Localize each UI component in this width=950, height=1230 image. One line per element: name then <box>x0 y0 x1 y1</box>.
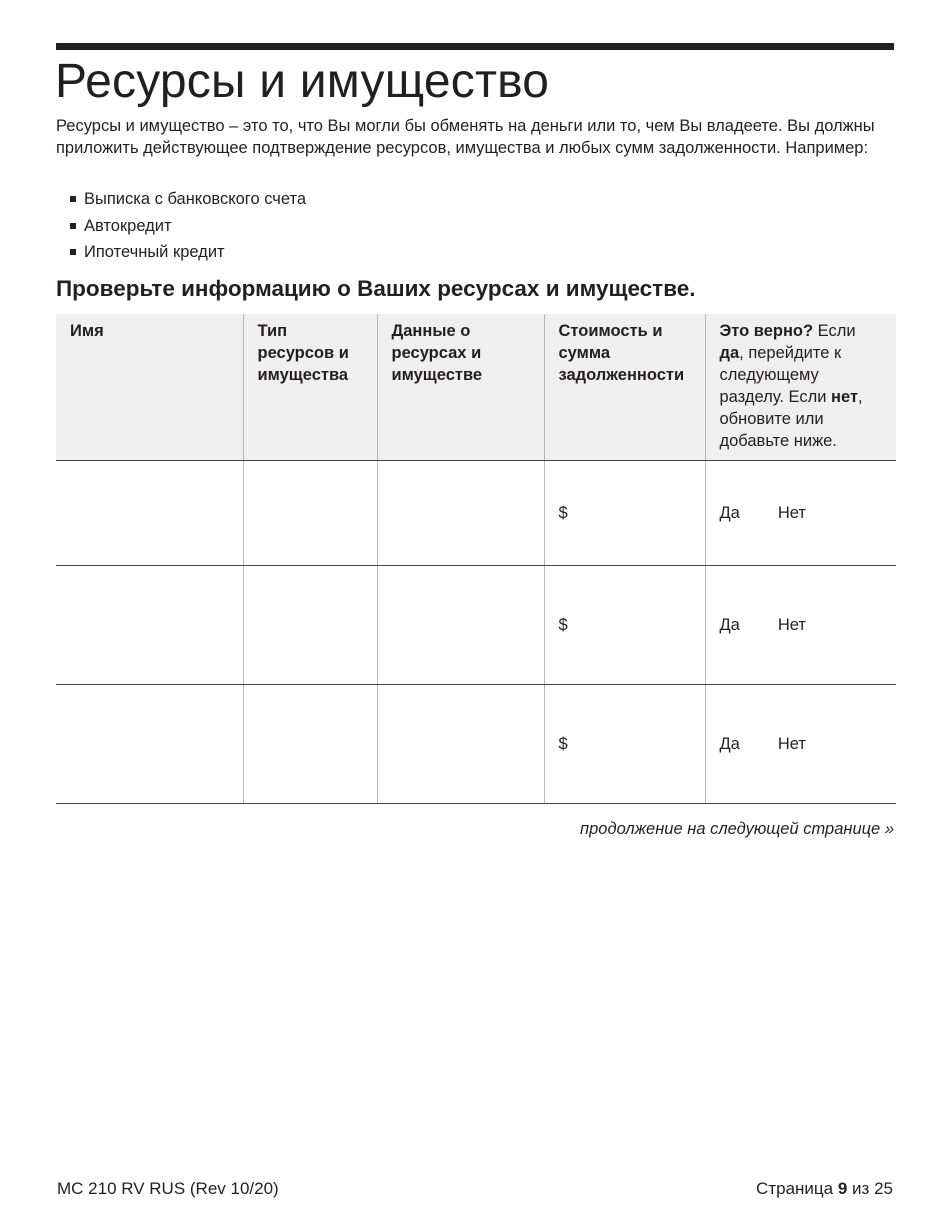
no-option[interactable]: Нет <box>777 734 806 753</box>
no-option[interactable]: Нет <box>777 503 806 522</box>
examples-list <box>70 186 306 266</box>
header-is-correct: Это верно? Если да, перейдите к следующему разделу. Если нет, обновите или добавьте ниже. <box>705 314 896 461</box>
page-counter: Страница 9 из 25 <box>756 1179 893 1198</box>
currency-sign: $ <box>558 503 568 522</box>
name-cell[interactable] <box>56 461 243 566</box>
list-item: Автокредит <box>70 213 306 240</box>
page-title: Ресурсы и имущество <box>55 55 550 108</box>
value-cell[interactable] <box>544 685 705 804</box>
details-cell[interactable] <box>377 461 544 566</box>
yes-no-cell <box>705 566 896 685</box>
table-row <box>56 461 896 566</box>
value-cell[interactable] <box>544 461 705 566</box>
list-item: Ипотечный кредит <box>70 239 306 266</box>
yes-no-cell <box>705 461 896 566</box>
header-is-correct-question: Это верно? <box>719 322 814 340</box>
name-cell[interactable] <box>56 685 243 804</box>
list-item: Выписка с банковского счета <box>70 186 306 213</box>
header-details: Данные о ресурсах и имуществе <box>377 314 544 461</box>
yes-option[interactable]: Да <box>719 615 740 634</box>
header-name: Имя <box>56 314 243 461</box>
header-type: Тип ресурсов и имущества <box>243 314 377 461</box>
top-rule <box>56 43 894 50</box>
type-cell[interactable] <box>243 566 377 685</box>
no-option[interactable]: Нет <box>777 615 806 634</box>
table-header-row <box>56 314 896 461</box>
intro-paragraph: Ресурсы и имущество – это то, что Вы могли бы обменять на деньги или то, чем Вы владеете. Вы должны приложить действующее подтверждение ресурсов, имущества и любых сумм задолженности. Например: <box>56 117 875 157</box>
total-pages: 25 <box>874 1179 893 1198</box>
section-heading: Проверьте информацию о Ваших ресурсах и имуществе. <box>56 276 696 301</box>
details-cell[interactable] <box>377 685 544 804</box>
value-cell[interactable] <box>544 566 705 685</box>
yes-option[interactable]: Да <box>719 503 740 522</box>
table-row <box>56 685 896 804</box>
type-cell[interactable] <box>243 685 377 804</box>
table-row <box>56 566 896 685</box>
name-cell[interactable] <box>56 566 243 685</box>
continue-note: продолжение на следующей странице » <box>580 820 894 838</box>
currency-sign: $ <box>558 615 568 634</box>
details-cell[interactable] <box>377 566 544 685</box>
currency-sign: $ <box>558 734 568 753</box>
form-id: MC 210 RV RUS (Rev 10/20) <box>57 1179 279 1198</box>
header-value: Стоимость и сумма задолженности <box>544 314 705 461</box>
yes-no-cell <box>705 685 896 804</box>
assets-table <box>56 314 896 804</box>
current-page: 9 <box>837 1179 848 1198</box>
yes-option[interactable]: Да <box>719 734 740 753</box>
type-cell[interactable] <box>243 461 377 566</box>
